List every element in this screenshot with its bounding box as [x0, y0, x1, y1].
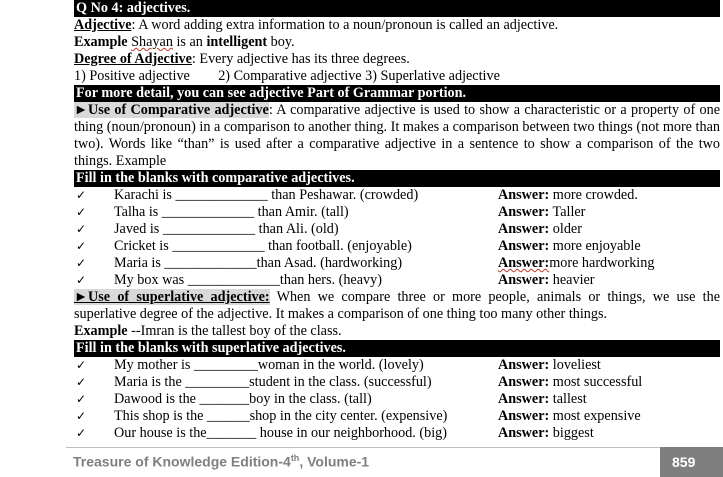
- adjective-example: Example Shayan is an intelligent boy.: [74, 34, 295, 50]
- check-icon: ✓: [75, 409, 87, 423]
- check-icon: ✓: [75, 392, 87, 406]
- superlative-fill-heading: Fill in the blanks with superlative adjectives.: [74, 340, 720, 357]
- question-text: This shop is the ______shop in the city center. (expensive): [114, 408, 448, 424]
- list-item: [74, 357, 720, 374]
- example-bold-word: intelligent: [206, 34, 268, 50]
- example-label: Example: [74, 34, 128, 50]
- list-item: [74, 374, 720, 391]
- answer: Answer: biggest: [498, 425, 594, 441]
- question-text: Javed is _____________ than Ali. (old): [114, 221, 339, 237]
- check-icon: ✓: [75, 358, 87, 372]
- question-heading: Q No 4: adjectives.: [74, 0, 720, 17]
- question-text: My mother is _________woman in the world. (lovely): [114, 357, 424, 373]
- question-text: Talha is _____________ than Amir. (tall): [114, 204, 349, 220]
- question-text: My box was _____________than hers. (heavy): [114, 272, 382, 288]
- check-icon: ✓: [75, 375, 87, 389]
- page-number: 859: [660, 447, 723, 477]
- list-item: [74, 187, 720, 204]
- definition-term: Adjective: [74, 17, 132, 33]
- degree-text: : Every adjective has its three degrees.: [191, 51, 410, 67]
- check-icon: ✓: [75, 188, 87, 202]
- check-icon: ✓: [75, 222, 87, 236]
- comparative-paragraph: [74, 102, 720, 170]
- answer: Answer:more hardworking: [498, 255, 655, 271]
- list-item: [74, 204, 720, 221]
- more-detail-bar: For more detail, you can see adjective Part of Grammar portion.: [74, 85, 720, 102]
- document-page: [74, 0, 720, 442]
- comparative-fill-heading: Fill in the blanks with comparative adjectives.: [74, 170, 720, 187]
- answer: Answer: older: [498, 221, 582, 237]
- superlative-example-label: Example: [74, 323, 128, 339]
- degree-term: Degree of Adjective: [74, 51, 192, 67]
- check-icon: ✓: [75, 273, 87, 287]
- question-text: Karachi is _____________ than Peshawar. (crowded): [114, 187, 419, 203]
- superlative-paragraph: [74, 289, 720, 323]
- answer: Answer: more enjoyable: [498, 238, 641, 254]
- list-item: [74, 391, 720, 408]
- list-item: [74, 238, 720, 255]
- footer-divider: [66, 447, 660, 448]
- degree-list: 1) Positive adjective 2) Comparative adjective 3) Superlative adjective: [74, 68, 500, 84]
- question-text: Dawood is the _______boy in the class. (tall): [114, 391, 372, 407]
- comparative-list: [74, 187, 720, 289]
- check-icon: ✓: [75, 426, 87, 440]
- superlative-text: When we compare three or more people, animals or things, we use the superlative degree of the adjective. It makes a comparison of one thing too many other things.: [74, 289, 720, 322]
- list-item: [74, 272, 720, 289]
- check-icon: ✓: [75, 256, 87, 270]
- list-item: [74, 221, 720, 238]
- question-text: Our house is the_______ house in our neighborhood. (big): [114, 425, 447, 441]
- answer: Answer: Taller: [498, 204, 586, 220]
- definition-text: : A word adding extra information to a noun/pronoun is called an adjective.: [131, 17, 559, 33]
- degree-definition: [74, 51, 720, 68]
- check-icon: ✓: [75, 239, 87, 253]
- comparative-text: : A comparative adjective is used to show a characteristic or a property of one thing (noun/pronoun) in a comparison to another thing. It makes a comparison between two things (not more than two). Words like “than” is used after a comparative adjective in a sentence to show a comparison of the two things. Example: [74, 102, 721, 169]
- list-item: [74, 408, 720, 425]
- question-text: Maria is _____________than Asad. (hardworking): [114, 255, 403, 271]
- superlative-list: [74, 357, 720, 442]
- check-icon: ✓: [75, 205, 87, 219]
- example-name: Shayan: [131, 34, 173, 50]
- list-item: [74, 255, 720, 272]
- question-text: Cricket is _____________ than football. (enjoyable): [114, 238, 412, 254]
- answer: Answer: most expensive: [498, 408, 641, 424]
- superlative-example: Example --Imran is the tallest boy of the class.: [74, 323, 342, 339]
- adjective-definition: [74, 17, 720, 34]
- footer-title: Treasure of Knowledge Edition-4th, Volume-1: [73, 453, 370, 470]
- list-item: [74, 425, 720, 442]
- answer: Answer: most successful: [498, 374, 643, 390]
- answer: Answer: loveliest: [498, 357, 601, 373]
- answer: Answer: heavier: [498, 272, 595, 288]
- answer: Answer: more crowded.: [498, 187, 638, 203]
- comparative-heading: ►Use of Comparative adjective: [74, 102, 269, 118]
- answer: Answer: tallest: [498, 391, 587, 407]
- question-text: Maria is the _________student in the class. (successful): [114, 374, 432, 390]
- superlative-heading: ►Use of superlative adjective:: [74, 289, 270, 305]
